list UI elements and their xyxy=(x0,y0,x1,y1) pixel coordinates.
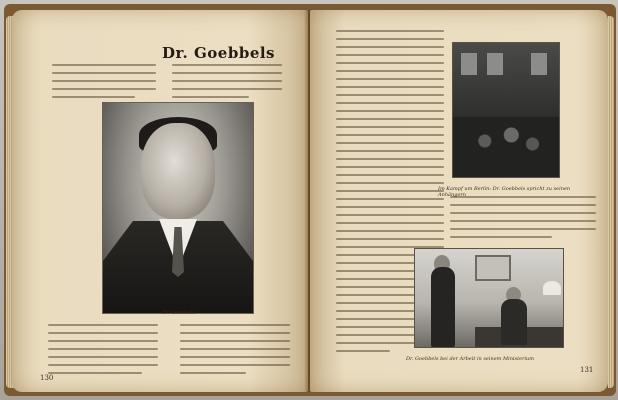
page-edges-right xyxy=(608,16,614,388)
top-photo-caption: Im Kampf um Berlin: Dr. Goebbels spricht zu seinen Anhängern xyxy=(438,186,571,198)
text-column-right-bottom xyxy=(180,324,290,380)
left-page xyxy=(12,10,308,392)
portrait-photo xyxy=(102,102,254,314)
text-column-left-top xyxy=(52,64,156,104)
portrait-caption: Dr. Goebbels xyxy=(162,310,195,316)
open-book xyxy=(4,4,616,396)
page-number-left: 130 xyxy=(40,374,54,382)
page-number-right: 131 xyxy=(580,366,594,374)
street-scene-photo xyxy=(452,42,560,178)
text-column-right-top xyxy=(172,64,282,104)
text-column-left-bottom xyxy=(48,324,158,380)
text-column-right-page-middle xyxy=(450,196,596,244)
bottom-photo-caption: Dr. Goebbels bei der Arbeit in seinem Ministerium xyxy=(406,356,535,362)
office-scene-photo xyxy=(414,248,564,348)
page-title: Dr. Goebbels xyxy=(162,44,275,62)
